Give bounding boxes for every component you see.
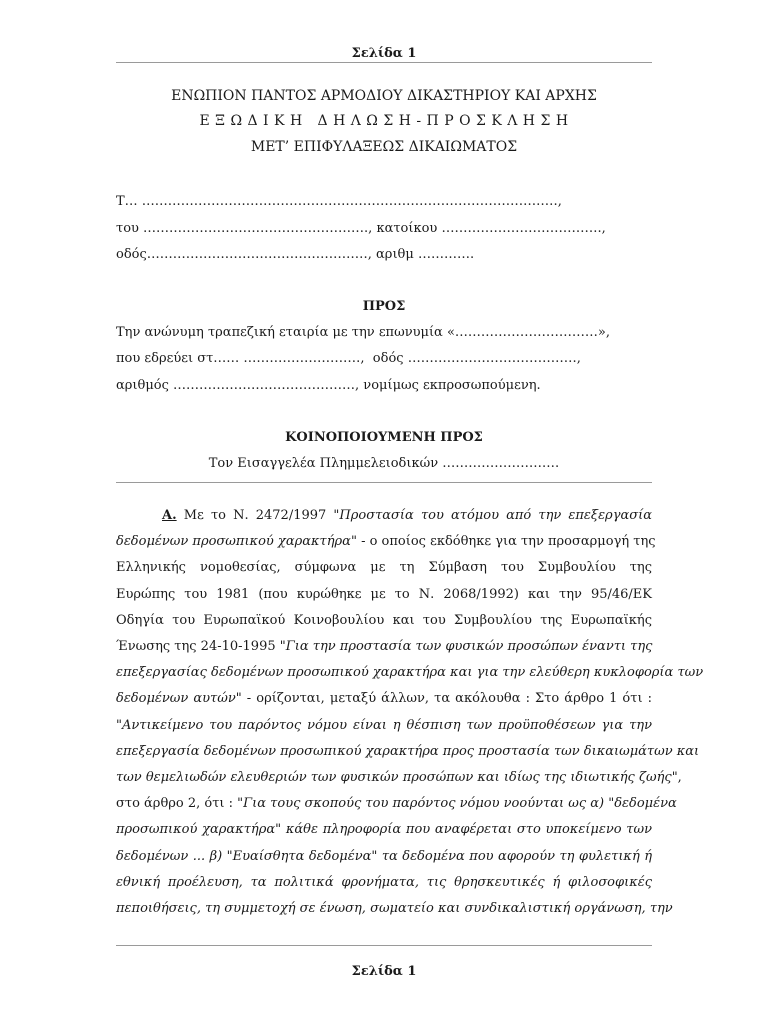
body-line	[116, 560, 652, 575]
page-footer: Σελίδα 1	[351, 964, 417, 979]
body-line	[116, 822, 652, 837]
italic-text: πεποιθήσεις, τη συμμετοχή σε ένωση, σωματείο και συνδικαλιστική οργάνωση, την	[116, 901, 673, 916]
italic-text: δεδομένων αυτών	[116, 691, 236, 707]
italic-text: Για την προστασία των φυσικών προσώπων έναντι της	[285, 639, 653, 654]
italic-text: Αντικείμενο του παρόντος νόμου είναι η θέσπιση των προϋποθέσεων για την	[121, 717, 652, 733]
section-rule	[116, 482, 652, 483]
italic-text: Προστασία του ατόμου από την επεξεργασία	[339, 508, 652, 523]
text: στο άρθρο 2, ότι : "	[116, 796, 244, 812]
body-line	[116, 587, 652, 602]
sender-line-3: οδός……………………………………………, αριθμ ………….	[116, 247, 475, 262]
text: "	[116, 717, 122, 733]
body-line	[116, 534, 656, 550]
notified-heading: ΚΟΙΝΟΠΟΙΟΥΜΕΝΗ ΠΡΟΣ	[285, 430, 483, 445]
body-line	[116, 743, 700, 759]
recipient-line-1: Την ανώνυμη τραπεζική εταιρία με την επωνυμία «……………………………»,	[116, 325, 610, 340]
sender-line-1: Τ… ……………………………………………………………………………………,	[116, 194, 562, 209]
header-rule	[116, 62, 652, 63]
recipient-heading: ΠΡΟΣ	[362, 299, 406, 314]
footer-rule	[116, 945, 652, 946]
text: Ευρώπης του 1981 (που κυρώθηκε με το Ν. 2068/1992) και την 95/46/ΕΚ	[116, 586, 652, 602]
body-line	[116, 718, 652, 733]
page-header: Σελίδα 1	[351, 46, 417, 61]
body-line	[116, 875, 652, 890]
italic-text: δεδομένων ... β) "Ευαίσθητα δεδομένα" τα δεδομένα που αφορούν τη φυλετική ή	[116, 848, 652, 864]
recipient-line-3: αριθμός ……………………………………, νομίμως εκπροσωπούμενη.	[116, 378, 541, 393]
italic-text: επεξεργασία δεδομένων προσωπικού χαρακτήρα προς προστασία των δικαιωμάτων και	[116, 743, 700, 759]
notified-line: Τον Εισαγγελέα Πλημμελειοδικών ………………………	[208, 456, 560, 471]
italic-text: Για τους σκοπούς του παρόντος νόμου νοούνται ως α) "δεδομένα	[243, 796, 677, 812]
body-line	[116, 691, 652, 706]
body-line	[116, 508, 652, 523]
body-line	[116, 613, 652, 628]
italic-text: δεδομένων προσωπικού χαρακτήρα	[116, 534, 351, 550]
text: " - ορίζονται, μεταξύ άλλων, τα ακόλουθα : Στο άρθρο 1 ότι :	[235, 691, 653, 707]
title-line-2: Ε Ξ Ω Δ Ι Κ Η Δ Η Λ Ω Σ Η - Π Ρ Ο Σ Κ Λ Η Σ Η	[199, 113, 569, 129]
title-line-3: ΜΕΤ’ ΕΠΙΦΥΛΑΞΕΩΣ ΔΙΚΑΙΩΜΑΤΟΣ	[250, 139, 518, 155]
title-line-1: ΕΝΩΠΙΟΝ ΠΑΝΤΟΣ ΑΡΜΟΔΙΟΥ ΔΙΚΑΣΤΗΡΙΟΥ ΚΑΙ ΑΡΧΗΣ	[171, 88, 597, 104]
body-line	[116, 770, 682, 785]
section-mark: Α.	[162, 508, 177, 523]
sender-line-2: του ……………………………………………., κατοίκου ……………………………….,	[116, 221, 606, 236]
text: " - ο οποίος εκδόθηκε για την προσαρμογή της	[350, 534, 656, 550]
text: Ελληνικής νομοθεσίας, σύμφωνα με τη Σύμβαση του Συμβουλίου της	[116, 560, 652, 576]
text: Με το Ν. 2472/1997 "	[176, 508, 340, 523]
italic-text: των θεμελιωδών ελευθεριών των φυσικών προσώπων και ιδίως της ιδιωτικής ζωής	[116, 770, 672, 785]
body-line	[116, 796, 677, 812]
text: Οδηγία του Ευρωπαϊκού Κοινοβουλίου και του Συμβουλίου της Ευρωπαϊκής	[116, 612, 652, 628]
italic-text: προσωπικού χαρακτήρα" κάθε πληροφορία που αναφέρεται στο υποκείμενο των	[116, 822, 652, 838]
body-line	[116, 665, 704, 681]
text: ",	[671, 770, 682, 785]
italic-text: επεξεργασίας δεδομένων προσωπικού χαρακτήρα και για την ελεύθερη κυκλοφορία των	[116, 665, 704, 681]
text: Ένωσης της 24-10-1995 "	[116, 639, 286, 654]
body-line	[116, 849, 652, 864]
body-line	[116, 639, 652, 654]
body-line	[116, 901, 673, 916]
italic-text: εθνική προέλευση, τα πολιτικά φρονήματα, τις θρησκευτικές ή φιλοσοφικές	[116, 874, 652, 890]
recipient-line-2: που εδρεύει στ…… ………………………, οδός …………………………………,	[116, 351, 581, 366]
